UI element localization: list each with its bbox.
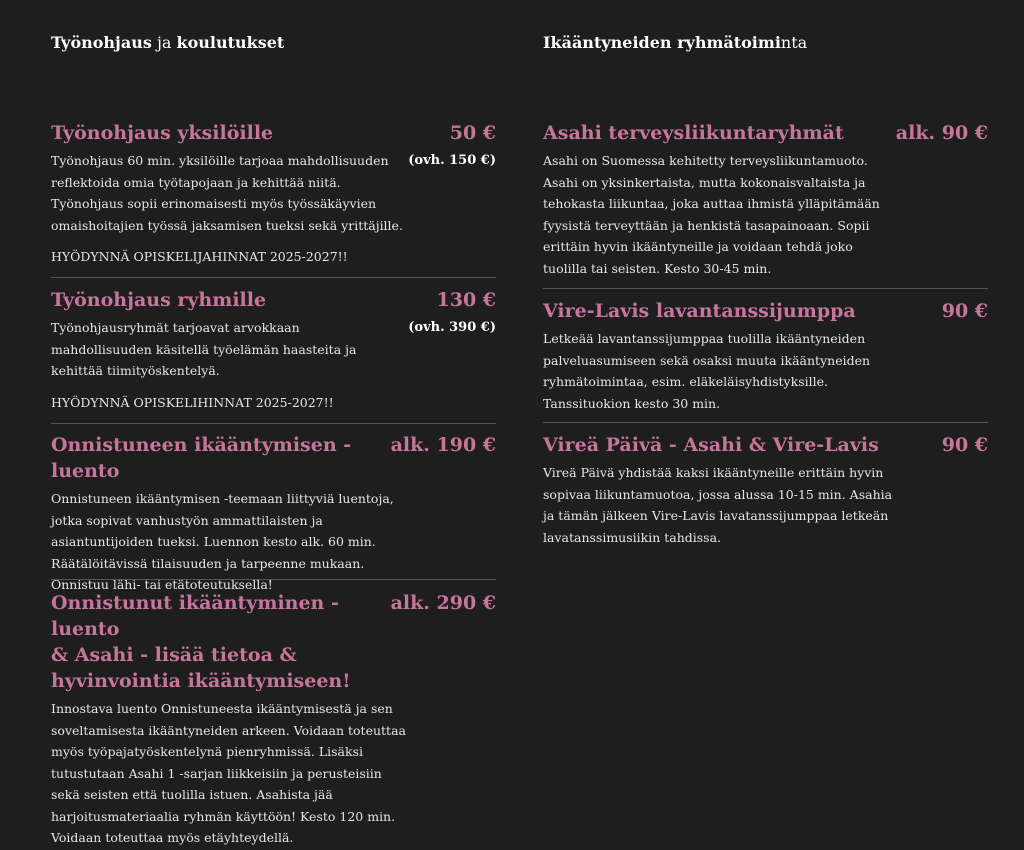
service-description xyxy=(51,150,403,236)
original-price: (ovh. 390 €) xyxy=(408,320,496,335)
service-item-onnistunut-ikaantyminen-asahi xyxy=(51,590,496,849)
description-line: tutustutaan Asahi 1 -sarjan liikkeisiin ja perusteisiin xyxy=(51,765,382,781)
description-line: Asahi on yksinkertaista, mutta kokonaisvaltaista ja xyxy=(543,174,866,190)
service-price: 90 € xyxy=(941,300,988,322)
description-line: Työnohjaus sopii erinomaisesti myös työssäkäyvien xyxy=(51,196,377,211)
title-line: Onnistunut ikääntyminen -luento xyxy=(51,592,339,640)
description-line: ja tämän jälkeen Vire-Lavis lavatanssijumppaa letkeän xyxy=(543,508,889,523)
description-line: fyysistä terveyttään ja henkistä tasapainoaan. Sopii xyxy=(543,217,870,233)
service-description xyxy=(51,488,496,596)
service-description xyxy=(543,328,988,414)
description-line: Letkeää lavantanssijumppaa tuolilla ikääntyneiden xyxy=(543,331,866,346)
description-line: Voidaan toteuttaa myös etäyhteydellä. xyxy=(51,830,294,845)
title-line: hyvinvointia ikääntymiseen! xyxy=(51,670,351,692)
description-line: Innostava luento Onnistuneesta ikääntymisestä ja sen xyxy=(51,701,393,716)
service-title: Työnohjaus yksilöille xyxy=(51,122,274,144)
description-line: sekä seisten että tuolilla istuen. Asahista jää xyxy=(51,787,333,802)
service-title xyxy=(51,590,381,694)
service-description xyxy=(51,317,356,382)
service-item-virea-paiva xyxy=(543,432,988,548)
service-price: 90 € xyxy=(941,434,988,456)
description-line: jotka sopivat vanhustyön ammattilaisten ja xyxy=(51,512,323,528)
description-line: mahdollisuuden käsitellä työelämän haasteita ja xyxy=(51,341,357,357)
service-price: 50 € xyxy=(449,122,496,144)
service-price: alk. 90 € xyxy=(895,122,988,144)
original-price: (ovh. 150 €) xyxy=(408,153,496,168)
service-item-tyonohjaus-yksiloille xyxy=(51,120,496,278)
description-line: kehittää tiimityöskentelyä. xyxy=(51,363,220,378)
description-line: Työnohjaus 60 min. yksilöille tarjoaa mahdollisuuden xyxy=(51,153,389,168)
description-line: omaishoitajien työssä jaksamisen tueksi sekä yrittäjille. xyxy=(51,217,403,233)
description-line: Vireä Päivä yhdistää kaksi ikääntyneille erittäin hyvin xyxy=(543,465,884,480)
description-line: erittäin hyvin ikääntyneille ja voidaan tehdä joko xyxy=(543,239,853,254)
description-line: myös työpajatyöskentelynä pienryhmissä. Lisäksi xyxy=(51,744,363,759)
description-line: Työnohjausryhmät tarjoavat arvokkaan xyxy=(51,320,300,335)
student-price-note: HYÖDYNNÄ OPISKELIHINNAT 2025-2027!! xyxy=(51,394,334,410)
student-price-note: HYÖDYNNÄ OPISKELIJAHINNAT 2025-2027!! xyxy=(51,249,348,264)
heading-part: Työnohjaus xyxy=(51,33,152,52)
description-line: soveltamisesta ikääntyneiden arkeen. Voidaan toteuttaa xyxy=(51,722,406,738)
description-line: Räätälöitävissä tilaisuuden ja tarpeenne mukaan. xyxy=(51,555,365,571)
description-line: Tanssituokion kesto 30 min. xyxy=(543,395,721,411)
description-line: tuolilla tai seisten. Kesto 30-45 min. xyxy=(543,260,772,276)
description-line: tehokasta liikuntaa, joka auttaa ihmistä ylläpitämään xyxy=(543,196,880,211)
service-title: Työnohjaus ryhmille xyxy=(51,289,267,311)
title-line: & Asahi - lisää tietoa & xyxy=(51,644,297,666)
heading-part: Ikääntyneiden ryhmätoimi xyxy=(543,33,781,52)
service-item-vire-lavis xyxy=(543,298,988,423)
heading-part: koulutukset xyxy=(176,33,285,52)
description-line: harjoitusmateriaalia ryhmän käyttöön! Kesto 120 min. xyxy=(51,808,396,824)
service-title: Vire-Lavis lavantanssijumppa xyxy=(543,300,856,322)
description-line: Onnistuneen ikääntymisen -teemaan liittyviä luentoja, xyxy=(51,491,394,506)
service-description xyxy=(543,462,988,548)
description-line: asiantuntijoiden tueksi. Luennon kesto alk. 60 min. xyxy=(51,534,376,549)
service-item-asahi-terveysliikuntaryhmat xyxy=(543,120,988,289)
description-line: ryhmätoimintaa, esim. eläkeläisyhdistyksille. xyxy=(543,374,828,389)
service-title: Asahi terveysliikuntaryhmät xyxy=(543,122,844,144)
heading-part: nta xyxy=(780,33,808,52)
description-line: lavatanssimusiikin tahdissa. xyxy=(543,529,722,545)
description-line: sopivaa liikuntamuotoa, jossa alussa 10-15 min. Asahia xyxy=(543,486,893,502)
service-item-onnistuneen-ikaantymisen-luento xyxy=(51,432,496,592)
description-line: Onnistuu lähi- tai etätoteutuksella! xyxy=(51,577,273,592)
section-heading-tyonohjaus xyxy=(51,33,284,52)
service-description xyxy=(543,150,988,279)
service-description xyxy=(51,698,496,849)
section-heading-ryhmatoiminta xyxy=(543,33,807,52)
service-price: alk. 190 € xyxy=(390,434,496,456)
description-line: reflektoida omia työtapojaan ja kehittää niitä. xyxy=(51,174,341,190)
service-title: Vireä Päivä - Asahi & Vire-Lavis xyxy=(543,434,879,456)
description-line: Asahi on Suomessa kehitetty terveysliikuntamuoto. xyxy=(543,153,868,168)
service-price: alk. 290 € xyxy=(390,592,496,614)
description-line: palveluasumiseen sekä osaksi muuta ikääntyneiden xyxy=(543,352,871,368)
service-title: Onnistuneen ikääntymisen -luento xyxy=(51,434,352,482)
service-item-tyonohjaus-ryhmille xyxy=(51,287,496,424)
heading-part: ja xyxy=(151,33,177,52)
service-price: 130 € xyxy=(436,289,496,311)
